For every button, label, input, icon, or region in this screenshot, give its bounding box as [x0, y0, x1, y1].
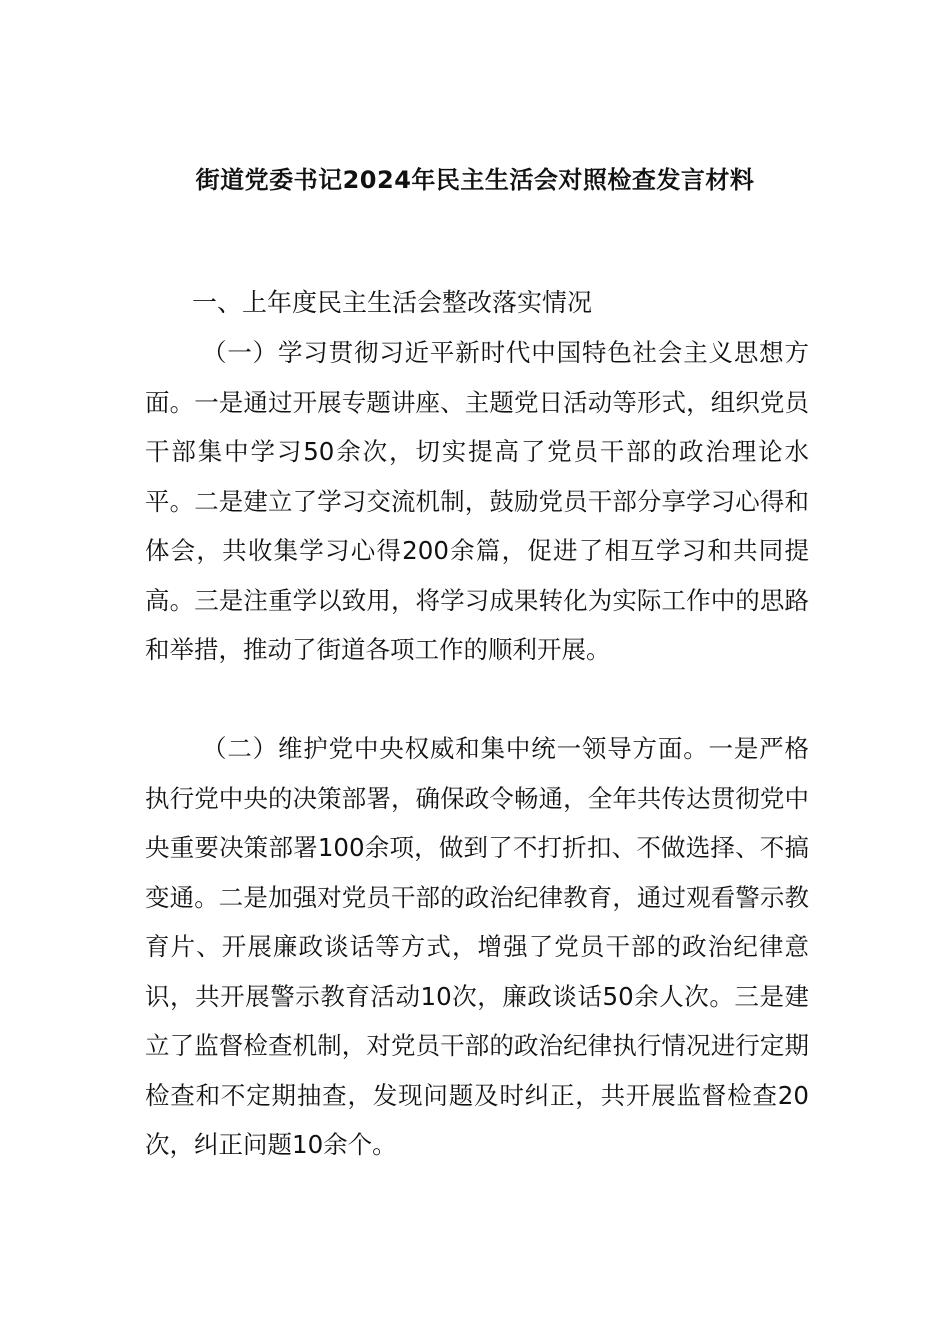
- paragraph-2: （二）维护党中央权威和集中统一领导方面。一是严格执行党中央的决策部署，确保政令畅通，全年共传达贯彻党中央重要决策部署100余项，做到了不打折扣、不做选择、不搞变通。二是加强对党员干部的政治纪律教育，通过观看警示教育片、开展廉政谈话等方式，增强了党员干部的政治纪律意识，共开展警示教育活动10次，廉政谈话50余人次。三是建立了监督检查机制，对党员干部的政治纪律执行情况进行定期检查和不定期抽查，发现问题及时纠正，共开展监督检查20次，纠正问题10余个。: [145, 734, 809, 1159]
- section-heading: 一、上年度民主生活会整改落实情况: [192, 288, 593, 317]
- document-title: 街道党委书记2024年民主生活会对照检查发言材料: [195, 166, 755, 194]
- paragraph-1: （一）学习贯彻习近平新时代中国特色社会主义思想方面。一是通过开展专题讲座、主题党日活动等形式，组织党员干部集中学习50余次，切实提高了党员干部的政治理论水平。二是建立了学习交流机制，鼓励党员干部分享学习心得和体会，共收集学习心得200余篇，促进了相互学习和共同提高。三是注重学以致用，将学习成果转化为实际工作中的思路和举措，推动了街道各项工作的顺利开展。: [145, 338, 809, 664]
